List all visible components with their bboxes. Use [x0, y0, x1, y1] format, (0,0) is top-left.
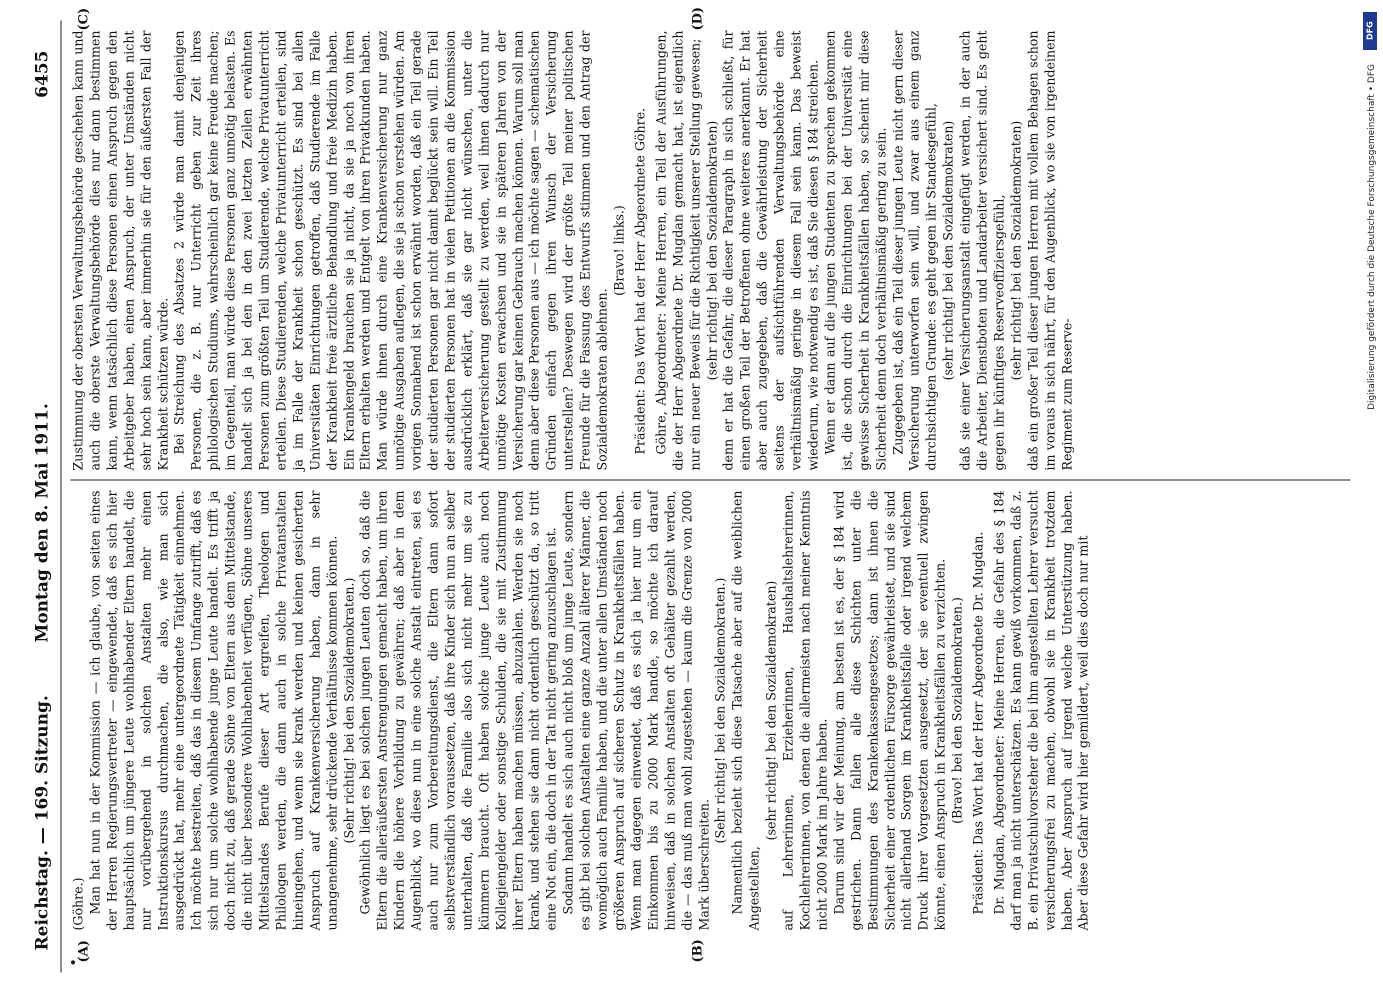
president-statement: Präsident: Das Wort hat der Herr Abgeordnete Dr. Mugdan.	[970, 531, 986, 914]
header-session: Reichstag. — 169. Sitzung.	[32, 694, 52, 950]
paragraph: Zustimmung der obersten Verwaltungsbehörde geschehen kann und auch die oberste Verwaltungsbehörde dies nur dann bestimmen kann, wenn tatsächlich diese Personen einen Anspruch gegen den Arbeitgeber haben, einen Anspruch, der unter Umständen nicht sehr hoch sein kann, aber immerhin sie für den äußersten Fall der Krankheit schützen würde.	[70, 30, 170, 470]
margin-mark-b: (B)	[690, 938, 705, 962]
president-statement: Präsident: Das Wort hat der Herr Abgeordnete Göhre.	[631, 107, 647, 454]
margin-mark-c: (C)	[76, 7, 91, 30]
column-divider	[70, 479, 1350, 480]
left-column	[70, 490, 1092, 930]
paragraph: Namentlich bezieht sich diese Tatsache aber auf die weiblichen Angestellten,	[729, 490, 762, 930]
paragraph: daß ein großer Teil dieser jungen Herren mit vollem Behagen schon im voraus in sich nährt, für den Augenblick, wo sie von irgendeinem Regiment zum Reserve-	[1024, 30, 1074, 470]
interjection: (Sehr richtig! bei den Sozialdemokraten.)	[712, 577, 728, 843]
paragraph: Zugegeben ist, daß ein Teil dieser jungen Leute nicht gern dieser Versicherung unterworfen sein will, und zwar aus einem ganz durchsichtigen Grunde: es geht gegen ihr Standesgefühl,	[889, 30, 939, 470]
margin-mark-d: (D)	[690, 6, 705, 30]
interjection: (Sehr richtig! bei den Sozialdemokraten.)	[340, 577, 356, 843]
interjection: (sehr richtig! bei den Sozialdemokraten)	[763, 580, 779, 840]
dfg-logo: DFG	[1363, 12, 1377, 50]
right-column	[70, 30, 1075, 470]
paragraph: denn er hat die Gefahr, die dieser Paragraph in sich schließt, für einen großen Teil der Betroffenen ohne weiteres anerkannt. Er hat aber auch zugegeben, daß die Gewährleistung der Sicherheit seitens der aufsichtführenden Verwaltungsbehörde eine verhältnismäßig geringe in diesem Fall sein kann. Das beweist wiederum, wie notwendig es ist, daß Sie diesen § 184 streichen.	[720, 30, 820, 470]
interjection: (Bravo! links.)	[611, 204, 626, 296]
speaker-tag: (Göhre.)	[70, 876, 85, 930]
paragraph: Darum sind wir der Meinung, am besten ist es, der § 184 wird gestrichen. Dann fallen alle diese Schichten unter die Bestimmungen des Krankenkassengesetzes; dann ist ihnen die Sicherheit einer ordentlichen Fürsorge gewährleistet, und sie sind nicht allerhand Sorgen im Krankheitsfalle oder irgend welchem Druck ihrer Vorgesetzten ausgesetzt, der sie eventuell zwingen könnte, einen Anspruch in Krankheitsfällen zu verzichten.	[830, 490, 948, 930]
margin-mark-a: (A)	[76, 939, 91, 962]
paragraph: Gewöhnlich liegt es bei solchen jungen Leuten doch so, daß die Eltern die alleräußersten Anstrengungen gemacht haben, um ihren Kindern die höhere Vorbildung zu gewähren; daß aber in dem Augenblick, wo diese nun in eine solche Anstalt eintreten, sei es auch nur zum Vorbereitungsdienst, die Eltern dann sofort selbstverständlich voraussetzen, daß ihre Kinder sich nun an selber unterhalten, daß die Familie also sich nicht mehr um sie zu kümmern braucht. Oft haben solche junge Leute auch noch Kollegiengelder oder sonstige Schulden, die sie mit Zustimmung ihrer Eltern haben machen müssen, abzuzahlen. Werden sie noch krank, und stehen sie dann nicht ordentlich geschützt da, so tritt eine Not ein, die doch in der Tat nicht gering anzuschlagen ist.	[357, 490, 559, 930]
interjection: (sehr richtig! bei den Sozialdemokraten)	[703, 120, 719, 380]
paragraph: Sodann handelt es sich auch nicht bloß um junge Leute, sondern es gibt bei solchen Anstalten eine ganze Anzahl älterer Männer, die womöglich auch Familie haben, und die unter allen Umständen noch größeren Anspruch auf sicheren Schutz in Krankheitsfällen haben. Wenn man dagegen einwendet, daß es sich ja hier nur um ein Einkommen bis zu 2000 Mark handle, so möchte ich darauf hinweisen, daß in solchen Anstalten oft Gehälter gezahlt werden, die — das muß man wohl zugestehen — kaum die Grenze von 2000 Mark überschreiten.	[560, 490, 711, 930]
paragraph: Göhre, Abgeordneter: Meine Herren, ein Teil der Ausführungen, die der Herr Abgeordnete Dr. Mugdan gemacht hat, ist eigentlich nur ein neuer Beweis für die Richtigkeit unserer Stellung gewesen;	[652, 30, 702, 470]
digitization-credit: Digitalisierung gefördert durch die Deutsche Forschungsgemeinschaft • DFG	[1367, 64, 1377, 410]
interjection: (sehr richtig! bei den Sozialdemokraten)	[940, 120, 956, 380]
page-dot: •	[66, 957, 82, 966]
paragraph: daß sie einer Versicherungsanstalt eingefügt werden, in der auch die Arbeiter, Dienstboten und Landarbeiter versichert sind. Es geht gegen ihr künftiges Reserveoffiziersgefühl,	[957, 30, 1006, 470]
interjection: (Bravo! bei den Sozialdemokraten.)	[949, 596, 965, 824]
page-header	[26, 20, 61, 972]
interjection: (sehr richtig! bei den Sozialdemokraten)	[1007, 120, 1023, 380]
digitization-strip	[1365, 4, 1379, 994]
paragraph: Man hat nun in der Kommission — ich glaube, von seiten eines der Herren Regierungsvertreter — eingewendet, daß es sich hier hauptsächlich um jüngere Leute wohlhabender Eltern handelt, die nur vorübergehend in solchen Anstalten mehr einen Instruktionskursus durchmachen, die also, wie man sich ausgedrückt hat, mehr eine untergeordnete Tätigkeit einnehmen. Ich möchte bestreiten, daß das in diesem Umfange zutrifft, daß es sich nur um solche wohlhabende junge Leute handelt. Es trifft ja doch nicht zu, daß gerade Söhne von Eltern aus dem Mittelstande, die nicht über besondere Wohlhabenheit verfügen, Söhne unseres Mittelstandes Berufe dieser Art ergreifen, Theologen und Philologen werden, die dann auch in solche Privatanstalten hineingehen, und wenn sie krank werden und keinen gesicherten Anspruch auf Krankenversicherung haben, dann in sehr unangenehme, sehr drückende Verhältnisse kommen können.	[86, 490, 339, 930]
header-date: Montag den 8. Mai 1911.	[32, 402, 52, 642]
paragraph: auf Lehrerinnen, Erzieherinnen, Haushaltslehrerinnen, Kochlehrerinnen, von denen die allermeisten nach meiner Kenntnis nicht 2000 Mark im Jahre haben.	[780, 490, 829, 930]
paragraph: Dr. Mugdan, Abgeordneter: Meine Herren, die Gefahr des § 184 darf man ja nicht unterschätzen. Es kann gewiß vorkommen, daß z. B. ein Privatschulvorsteher die bei ihm angestellten Lehrer versucht versicherungsfrei zu machen, obwohl sie in Krankheit trotzdem haben. Aber Anspruch auf irgend welche Unterstützung haben. Aber diese Gefahr wird hier gemildert, weil dies doch nur mit	[990, 490, 1091, 930]
paragraph: Bei Streichung des Absatzes 2 würde man damit denjenigen Personen, die z. B. nur Unterricht geben zur Zeit ihres philologischen Studiums, wahrscheinlich gar keine Freude machen; im Gegenteil, man würde diese Personen ganz unnötig belasten. Es handelt sich ja bei den in den zwei letzten Zeilen erwähnten Personen zum größten Teil um Studierende, welche Privatunterricht erteilen. Diese Studierenden, welche Privatunterricht erteilen, sind ja im Falle der Krankheit schon geschützt. Es sind bei allen Universitäten Einrichtungen getroffen, daß Studierende im Falle der Krankheit freie ärztliche Behandlung und freie Medizin haben. Ein Krankengeld brauchen sie ja nicht, da sie ja noch von ihren Eltern erhalten werden und Entgelt von ihren Privatkunden haben. Man würde ihnen durch eine Krankenversicherung nur ganz unnötige Ausgaben auflegen, die sie ja schon verstehen würden. Am vorigen Sonnabend ist schon erwähnt worden, daß ein Teil gerade der studierten Personen gar nicht damit beglückt sein will. Ein Teil der studierten Personen hat in vielen Petitionen an die Kommission ausdrücklich erklärt, daß sie gar nicht wünschen, unter die Arbeiterversicherung gestellt zu werden, weil ihnen dadurch nur unnötige Kosten erwachsen und sie in späteren Jahren von der Versicherung gar keinen Gebrauch machen können. Warum soll man denn aber diese Personen aus — ich möchte sagen — schematischen Gründen einfach gegen ihren Wunsch der Versicherung unterstellen? Deswegen wird der größte Teil meiner politischen Freunde für die Fassung des Entwurfs stimmen und den Antrag der Sozialdemokraten ablehnen.	[171, 30, 610, 470]
header-page-number: 6455	[32, 50, 52, 98]
paragraph: Wenn er dann auf die jungen Studenten zu sprechen gekommen ist, die schon durch die Einrichtungen bei der Universität eine gewisse Sicherheit in Krankheitsfällen haben, so scheint mir diese Sicherheit denn doch verhältnismäßig gering zu sein.	[821, 30, 888, 470]
